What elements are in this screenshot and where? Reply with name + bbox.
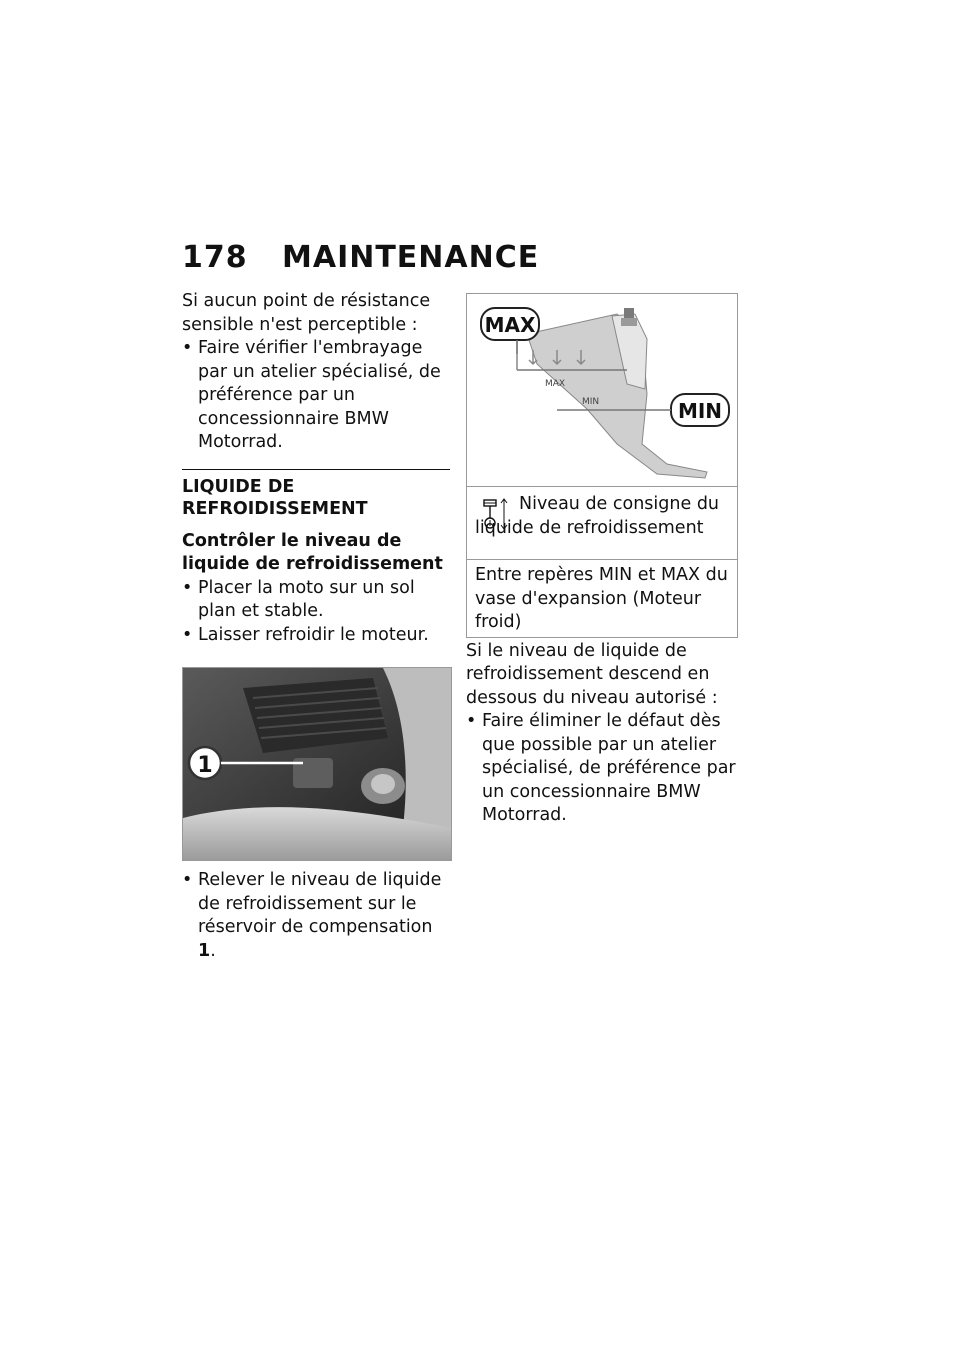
spec-value-row: [467, 559, 737, 637]
intro-bullet-item: • Faire vérifier l'embrayage par un atelier spécialisé, de préférence par un concessionnaire BMW Motorrad.: [182, 337, 450, 455]
page-number: 178: [182, 240, 248, 275]
figure-callout-1: 1: [197, 753, 213, 778]
intro-text: Si aucun point de résistance sensible n'est perceptible :: [182, 291, 431, 335]
chapter-title: MAINTENANCE: [282, 240, 540, 275]
min-mark: MIN: [582, 397, 600, 407]
right-column: [466, 290, 738, 828]
fix-bullet-item: • Faire éliminer le défaut dès que possible par un atelier spécialisé, de préférence par un concessionnaire BMW Motorrad.: [466, 710, 738, 828]
step-item: • Placer la moto sur un sol plan et stable.: [182, 577, 450, 624]
specification-box: [466, 487, 738, 638]
min-badge: MIN: [677, 399, 723, 423]
step-item: • Laisser refroidir le moteur.: [182, 624, 450, 648]
left-column: [182, 290, 450, 963]
fix-bullet-list: [466, 710, 738, 828]
spec-value: Entre repères MIN et MAX du vase d'expansion (Moteur froid): [475, 565, 728, 632]
max-badge: MAX: [484, 313, 536, 337]
spec-label: Niveau de consigne du liquide de refroidissement: [475, 494, 720, 538]
step-list: [182, 577, 450, 648]
coolant-level-icon: [479, 497, 509, 531]
subsection-title: Contrôler le niveau de liquide de refroidissement: [182, 530, 443, 574]
read-level-list: [182, 869, 450, 963]
section-title: LIQUIDE DE REFROIDISSEMENT: [182, 476, 368, 519]
min-max-diagram: [466, 293, 738, 487]
section-divider: [182, 469, 450, 470]
max-mark: MAX: [545, 379, 566, 389]
reservoir-photo: [182, 667, 452, 861]
condition-text: Si le niveau de liquide de refroidissement descend en dessous du niveau autorisé :: [466, 640, 718, 708]
page-header: [182, 240, 742, 280]
read-level-item: • Relever le niveau de liquide de refroidissement sur le réservoir de compensation 1.: [182, 869, 450, 963]
intro-bullet-list: [182, 337, 450, 455]
spec-label-row: [467, 487, 737, 559]
